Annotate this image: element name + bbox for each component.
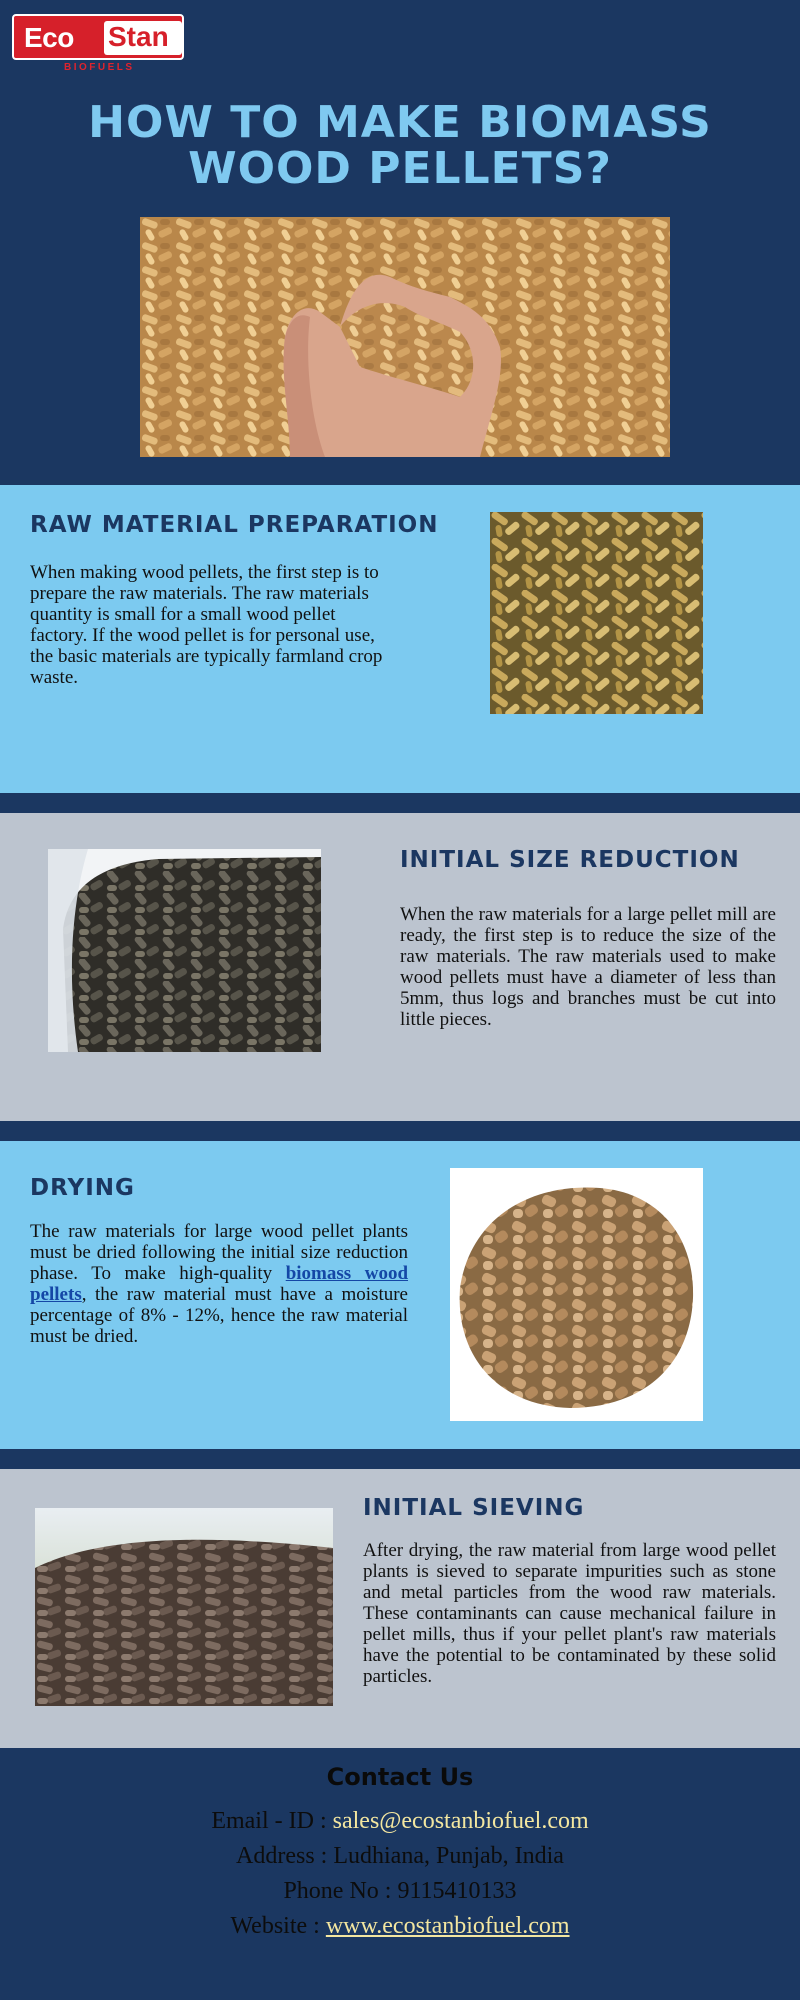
section-raw-material-preparation	[0, 485, 800, 793]
contact-title: Contact Us	[326, 1763, 474, 1791]
page-title	[0, 97, 800, 194]
ecostan-logo[interactable]	[12, 14, 184, 76]
contact-website-line	[0, 1913, 800, 1940]
email-value[interactable]: sales@ecostanbiofuel.com	[332, 1808, 589, 1834]
biomass-wood-pellets-link[interactable]: biomass wood pellets	[30, 1263, 409, 1305]
logo-text-eco: Eco	[24, 22, 74, 53]
logo-badge	[12, 14, 184, 60]
drying-text-before: The raw materials for large wood pellet plants must be dried following the initial size reduction phase. To make high-quality	[30, 1221, 408, 1284]
section-initial-size-reduction	[0, 813, 800, 1121]
drying-text-after: , the raw material must have a moisture percentage of 8% - 12%, hence the raw material must be dried.	[30, 1284, 408, 1347]
dark-pellets-bag-image	[48, 849, 321, 1052]
header	[0, 0, 800, 485]
raw-material-pellets-image	[490, 512, 703, 714]
section-title: DRYING	[30, 1175, 135, 1201]
phone-value[interactable]: 9115410133	[397, 1878, 517, 1904]
website-label: Website :	[230, 1913, 326, 1939]
divider	[0, 1121, 800, 1141]
section-title: INITIAL SIEVING	[363, 1495, 585, 1521]
contact-address-line	[0, 1843, 800, 1870]
section-drying	[0, 1141, 800, 1449]
logo-stan-box	[104, 21, 182, 55]
section-text: When making wood pellets, the first step is to prepare the raw materials. The raw materials quantity is small for a small wood pellet factory. If the wood pellet is for personal use, the basic materials are typically farmland crop waste.	[30, 562, 383, 688]
section-text: When the raw materials for a large pellet mill are ready, the first step is to reduce the size of the raw materials. The raw materials used to make wood pellets must have a diameter of less than 5mm, thus logs and branches must be cut into little pieces.	[400, 904, 776, 1030]
page-title-line1: HOW TO MAKE BIOMASS	[88, 97, 712, 148]
section-text	[30, 1221, 408, 1347]
section-title: INITIAL SIZE REDUCTION	[400, 847, 740, 873]
phone-label: Phone No :	[283, 1878, 398, 1904]
hero-image-hand-holding-pellets	[140, 217, 670, 457]
logo-subtext: BIOFUELS	[64, 62, 135, 73]
email-label: Email - ID :	[211, 1808, 333, 1834]
website-link[interactable]: www.ecostanbiofuel.com	[325, 1913, 570, 1939]
sieving-pellets-image	[35, 1508, 333, 1706]
drying-pellets-image	[450, 1168, 703, 1421]
address-label: Address :	[236, 1843, 334, 1869]
logo-text-stan: Stan	[108, 21, 169, 52]
section-title: RAW MATERIAL PREPARATION	[30, 512, 439, 538]
divider	[0, 793, 800, 813]
contact-section	[0, 1748, 800, 2000]
address-value: Ludhiana, Punjab, India	[333, 1843, 564, 1869]
section-text: After drying, the raw material from large wood pellet plants is sieved to separate impurities such as stone and metal particles from the wood raw materials. These contaminants can cause mechanical failure in pellet mills, thus if your pellet plant's raw materials have the potential to be contaminated by these solid particles.	[363, 1540, 776, 1687]
contact-phone-line	[0, 1878, 800, 1905]
page-title-line2: WOOD PELLETS?	[188, 143, 612, 194]
divider	[0, 1449, 800, 1469]
section-initial-sieving	[0, 1469, 800, 1748]
contact-email-line	[0, 1808, 800, 1835]
